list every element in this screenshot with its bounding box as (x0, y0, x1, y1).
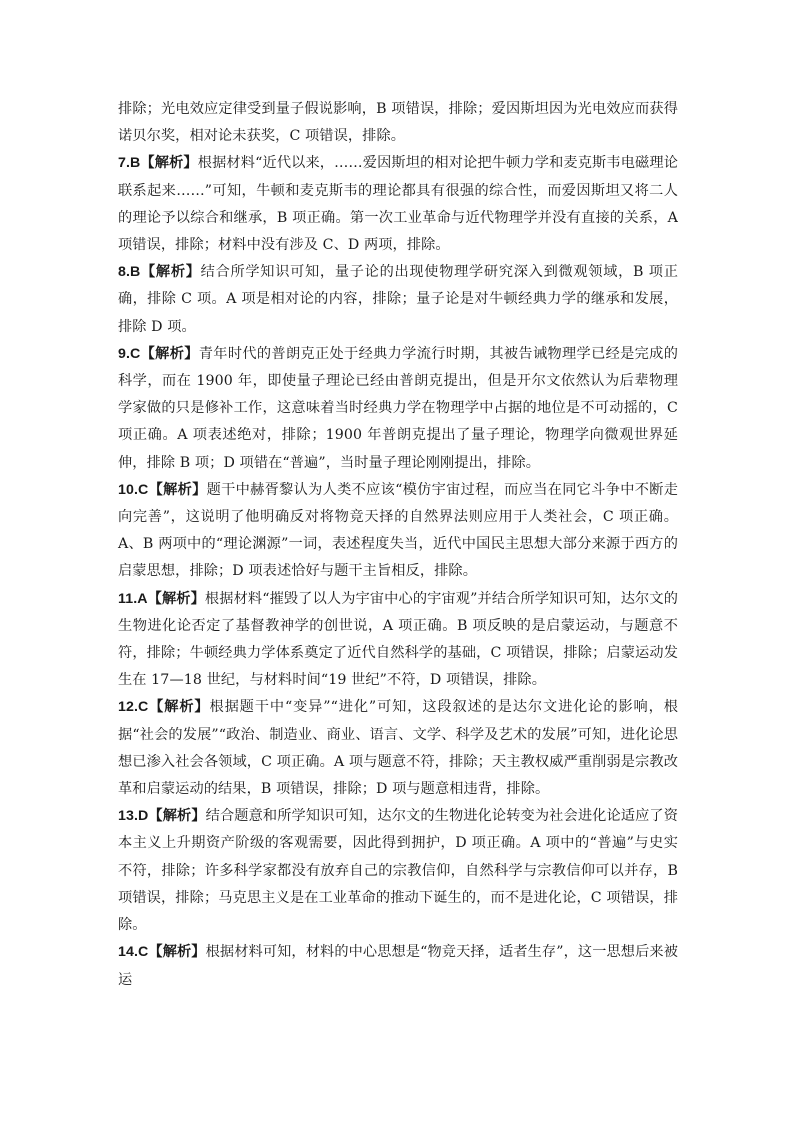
analysis-tag: 【解析】 (148, 808, 206, 825)
answer-label: 11.A (118, 590, 148, 607)
answer-label: 10.C (118, 481, 149, 498)
answer-paragraph-13 (118, 803, 678, 939)
answer-paragraph-9 (118, 341, 678, 477)
analysis-tag: 【解析】 (148, 944, 206, 961)
answer-paragraph-11 (118, 586, 678, 695)
answer-paragraph-continuation (118, 96, 678, 150)
answer-label: 7.B (118, 155, 141, 172)
answer-label: 14.C (118, 944, 149, 961)
analysis-tag: 【解析】 (140, 155, 198, 172)
answer-label: 12.C (118, 699, 149, 716)
answer-label: 9.C (118, 345, 141, 362)
analysis-tag: 【解析】 (147, 590, 205, 607)
analysis-tag: 【解析】 (148, 699, 210, 716)
analysis-tag: 【解析】 (140, 345, 199, 362)
paragraph-text: 根据题干中“变异”“进化”可知，这段叙述的是达尔文进化论的影响，根据“社会的发展”“政治、制造业、商业、语言、文学、科学及艺术的发展”可知，进化论思想已渗入社会各领域，C 项正确。A 项与题意不符，排除；天主教权威严重削弱是宗教改革和启蒙运动的结果，B 项错误，排除；D 项与题意相违背，排除。 (118, 699, 678, 798)
paragraph-text: 根据材料可知，材料的中心思想是“物竞天择，适者生存”，这一思想后来被运 (118, 944, 678, 988)
paragraph-text: 题干中赫胥黎认为人类不应该“模仿宇宙过程，而应当在同它斗争中不断走向完善”，这说明了他明确反对将物竞天择的自然界法则应用于人类社会，C 项正确。A、B 两项中的“理论渊源”一词，表述程度失当，近代中国民主思想大部分来源于西方的启蒙思想，排除；D 项表述恰好与题干主旨相反，排除。 (118, 481, 678, 580)
answer-paragraph-7 (118, 150, 678, 259)
answer-paragraph-8 (118, 259, 678, 341)
answer-paragraph-12 (118, 694, 678, 803)
paragraph-text: 结合题意和所学知识可知，达尔文的生物进化论转变为社会进化论适应了资本主义上升期资产阶级的客观需要，因此得到拥护，D 项正确。A 项中的“普遍”与史实不符，排除；许多科学家都没有放弃自己的宗教信仰，自然科学与宗教信仰可以并存，B 项错误，排除；马克思主义是在工业革命的推动下诞生的，而不是进化论，C 项错误，排除。 (118, 808, 678, 934)
paragraph-text: 根据材料“近代以来，……爱因斯坦的相对论把牛顿力学和麦克斯韦电磁理论联系起来……”可知，牛顿和麦克斯韦的理论都具有很强的综合性，而爱因斯坦又将二人的理论予以综合和继承，B 项正确。第一次工业革命与近代物理学并没有直接的关系，A 项错误，排除；材料中没有涉及 C、D 两项，排除。 (118, 155, 679, 254)
analysis-tag: 【解析】 (140, 264, 201, 281)
answer-paragraph-14 (118, 939, 678, 993)
analysis-tag: 【解析】 (148, 481, 207, 498)
paragraph-text: 结合所学知识可知，量子论的出现使物理学研究深入到微观领域，B 项正确，排除 C 项。A 项是相对论的内容，排除；量子论是对牛顿经典力学的继承和发展，排除 D 项。 (118, 264, 678, 335)
answer-label: 13.D (118, 808, 149, 825)
paragraph-text: 根据材料“摧毁了以人为宇宙中心的宇宙观”并结合所学知识可知，达尔文的生物进化论否定了基督教神学的创世说，A 项正确。B 项反映的是启蒙运动，与题意不符，排除；牛顿经典力学体系奠定了近代自然科学的基础，C 项错误，排除；启蒙运动发生在 17—18 世纪，与材料时间“19 世纪”不符，D 项错误，排除。 (118, 590, 678, 689)
document-page (118, 96, 678, 994)
paragraph-text: 排除；光电效应定律受到量子假说影响，B 项错误，排除；爱因斯坦因为光电效应而获得诺贝尔奖，相对论未获奖，C 项错误，排除。 (118, 101, 678, 145)
answer-paragraph-10 (118, 477, 678, 586)
paragraph-text: 青年时代的普朗克正处于经典力学流行时期，其被告诫物理学已经是完成的科学，而在 1900 年，即使量子理论已经由普朗克提出，但是开尔文依然认为后辈物理学家做的只是修补工作，这意味着当时经典力学在物理学中占据的地位是不可动摇的，C 项正确。A 项表述绝对，排除；1900 年普朗克提出了量子理论，物理学向微观世界延伸，排除 B 项；D 项错在“普遍”，当时量子理论刚刚提出，排除。 (118, 345, 678, 471)
answer-label: 8.B (118, 264, 141, 281)
